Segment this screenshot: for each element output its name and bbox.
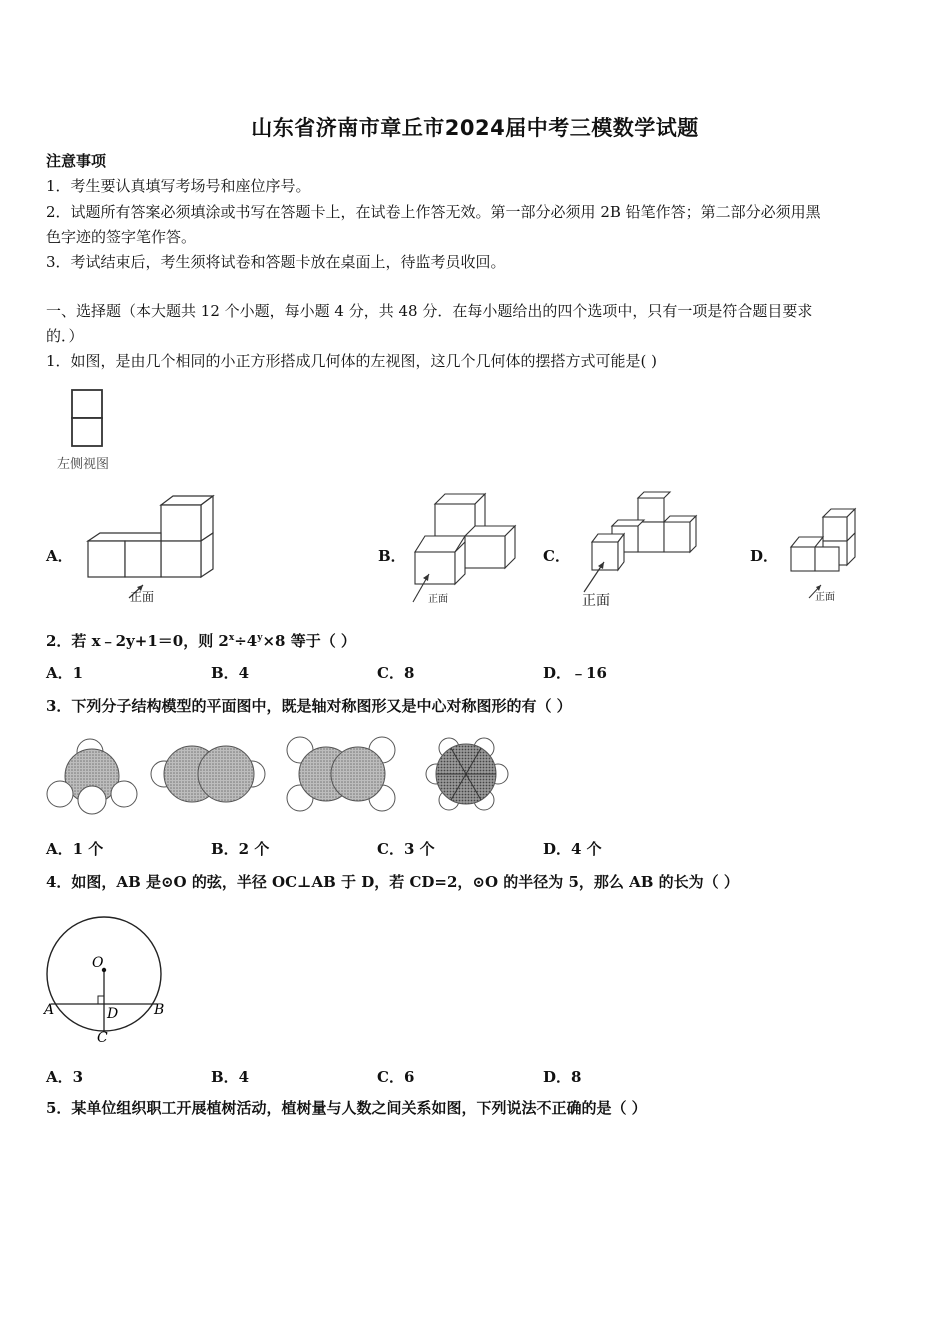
section-heading-line1: 一、选择题（本大题共 12 个小题，每小题 4 分，共 48 分．在每小题给出的四个选项中，只有一项是符合题目要求	[46, 302, 813, 320]
q3-molecule-figures	[44, 736, 514, 816]
label-c: C	[97, 1030, 108, 1046]
q3-option-a[interactable]: A．1 个	[46, 840, 104, 858]
q2-option-a[interactable]: A．1	[46, 664, 84, 682]
notice-item-3: 3．考试结束后，考生须将试卷和答题卡放在桌面上，待监考员收回。	[46, 253, 506, 271]
q2-option-b[interactable]: B．4	[211, 664, 250, 682]
q1-option-d-front-label: 正面	[815, 592, 835, 603]
q2-option-d[interactable]: D．﹣16	[543, 664, 607, 682]
q3-option-d[interactable]: D．4 个	[543, 840, 602, 858]
q1-option-d[interactable]: D．	[750, 547, 779, 565]
q4-option-c[interactable]: C．6	[377, 1068, 415, 1086]
notice-heading: 注意事项	[46, 152, 107, 170]
q4-option-a[interactable]: A．3	[46, 1068, 84, 1086]
notice-item-2-cont: 色字迹的签字笔作答。	[46, 228, 197, 246]
notice-item-1: 1．考生要认真填写考场号和座位序号。	[46, 177, 311, 195]
q1-option-b-front-label: 正面	[428, 594, 448, 605]
q1-option-d-figure	[785, 505, 865, 600]
q4-circle-figure	[44, 910, 169, 1045]
q1-option-a[interactable]: A．	[46, 547, 73, 565]
q3-text: 3．下列分子结构模型的平面图中，既是轴对称图形又是中心对称图形的有（ ）	[46, 697, 572, 715]
q1-option-a-front-label: 正面	[130, 590, 155, 604]
q5-text: 5．某单位组织职工开展植树活动，植树量与人数之间关系如图，下列说法不正确的是（ ）	[46, 1099, 647, 1117]
molecule-1	[47, 739, 137, 814]
q4-option-d[interactable]: D．8	[543, 1068, 582, 1086]
q3-option-c[interactable]: C．3 个	[377, 840, 435, 858]
q1-text: 1．如图，是由几个相同的小正方形搭成几何体的左视图，这几个几何体的摆搭方式可能是( )	[46, 352, 658, 370]
label-b: B	[154, 1002, 165, 1018]
molecule-4	[426, 738, 508, 810]
label-a: A	[44, 1002, 55, 1018]
molecule-3	[287, 737, 395, 811]
q1-option-b-figure	[405, 490, 525, 610]
label-o: O	[92, 955, 104, 971]
q1-option-c-front-label: 正面	[582, 593, 610, 609]
label-d: D	[107, 1006, 119, 1022]
q2-option-c[interactable]: C．8	[377, 664, 415, 682]
notice-item-2: 2．试题所有答案必须填涂或书写在答题卡上，在试卷上作答无效。第一部分必须用 2B 铅笔作答；第二部分必须用黑	[46, 203, 821, 221]
q2-text: 2．若 x﹣2y+1＝0，则 $2^x\div 4^y\times 8$ 等于（ ）	[46, 632, 356, 650]
q4-option-b[interactable]: B．4	[211, 1068, 250, 1086]
q1-left-view-caption: 左侧视图	[57, 457, 110, 472]
section-heading-line2: 的．）	[46, 327, 84, 345]
q1-option-a-figure	[85, 493, 225, 608]
q3-option-b[interactable]: B．2 个	[211, 840, 270, 858]
page-title: 山东省济南市章丘市2024届中考三模数学试题	[251, 116, 699, 140]
q4-text: 4．如图，AB 是⊙O 的弦，半径 OC⊥AB 于 D，若 CD=2，⊙O 的半径为 5，那么 AB 的长为（ ）	[46, 873, 739, 891]
q1-option-c[interactable]: C．	[543, 547, 570, 565]
q1-option-b[interactable]: B．	[378, 547, 406, 565]
molecule-2	[151, 746, 265, 802]
